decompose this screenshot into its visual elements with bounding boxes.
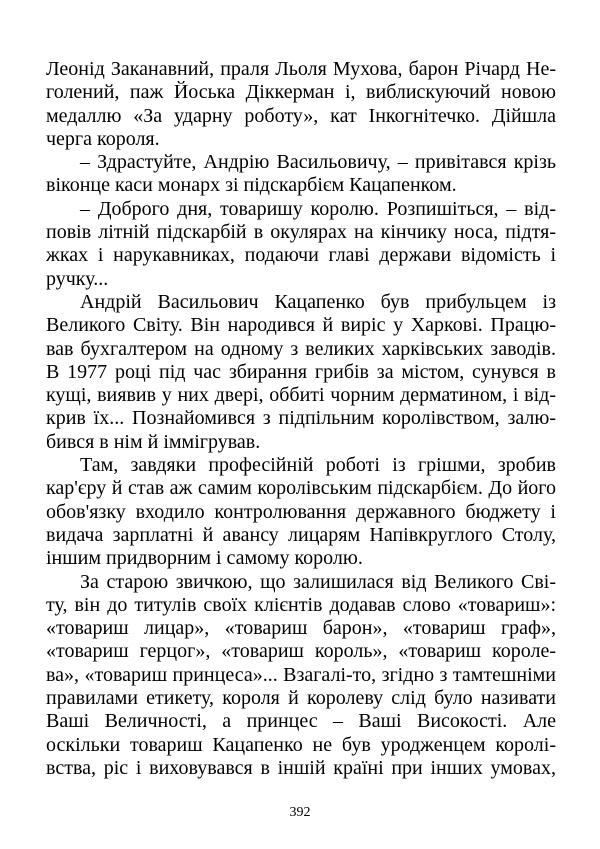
text-line: обов'язку входило контролювання державного бюджету і: [46, 500, 556, 523]
text-line: вав бухгалтером на одному з великих харківських заводів.: [46, 337, 556, 360]
text-line: жках і нарукавниках, подаючи главі держави відомість і: [46, 244, 556, 267]
text-line: кар'єру й став аж самим королівським підскарбієм. До його: [46, 477, 556, 500]
text-line: голений, паж Йоська Діккерман і, виблискуючий новою: [46, 81, 556, 104]
text-line: іншим придворним і самому королю.: [46, 547, 363, 570]
text-line: правилами етикету, короля й королеву слід було називати: [46, 687, 556, 710]
text-line: кущі, виявив у них двері, оббиті чорним дерматином, і від-: [46, 384, 556, 407]
text-line: Ваші Величності, а принцес – Ваші Високості. Але: [46, 710, 556, 733]
text-line: ва», «товариш принцеса»... Взагалі-то, згідно з тамтешніми: [46, 663, 556, 686]
text-line: ту, він до титулів своїх клієнтів додавав слово «товариш»:: [46, 593, 556, 616]
text-line: Великого Світу. Він народився й виріс у Харкові. Працю-: [46, 314, 556, 337]
text-line: Леонід Заканавний, праля Льоля Мухова, барон Річард Не-: [46, 58, 556, 80]
text-line: віконце каси монарх зі підскарбієм Кацапенком.: [46, 174, 457, 197]
text-line: – Здрастуйте, Андрію Васильовичу, – привітався крізь: [80, 151, 556, 174]
text-line: ручку...: [46, 267, 109, 290]
text-line: вства, ріс і виховувався в іншій країні при інших умовах,: [46, 756, 556, 779]
text-line: Там, завдяки професійній роботі із грішми, зробив: [80, 454, 556, 477]
page-number: 392: [289, 805, 311, 820]
text-line: повів літній підскарбій в окулярах на кінчику носа, підтя-: [46, 221, 556, 244]
text-line: оскільки товариш Кацапенко не був уродженцем королі-: [46, 733, 556, 756]
body-text: [46, 58, 556, 780]
text-line: За старою звичкою, що залишилася від Великого Сві-: [80, 570, 556, 593]
text-line: бився в нім й іммігрував.: [46, 430, 261, 453]
text-line: – Доброго дня, товаришу королю. Розпишіться, – від-: [80, 197, 556, 220]
text-line: черга короля.: [46, 127, 160, 150]
text-line: медаллю «За ударну роботу», кат Інкогнітечко. Дійшла: [46, 104, 556, 127]
text-line: крив їх... Познайомився з підпільним королівством, залю-: [46, 407, 556, 430]
text-line: «товариш герцог», «товариш король», «товариш короле-: [46, 640, 556, 663]
text-line: В 1977 році під час збирання грибів за містом, сунувся в: [46, 360, 556, 383]
text-line: Андрій Васильович Кацапенко був прибульцем із: [80, 290, 556, 313]
text-line: видача зарплатні й авансу лицарям Напівкруглого Столу,: [46, 523, 556, 546]
text-line: «товариш лицар», «товариш барон», «товариш граф»,: [46, 617, 556, 640]
